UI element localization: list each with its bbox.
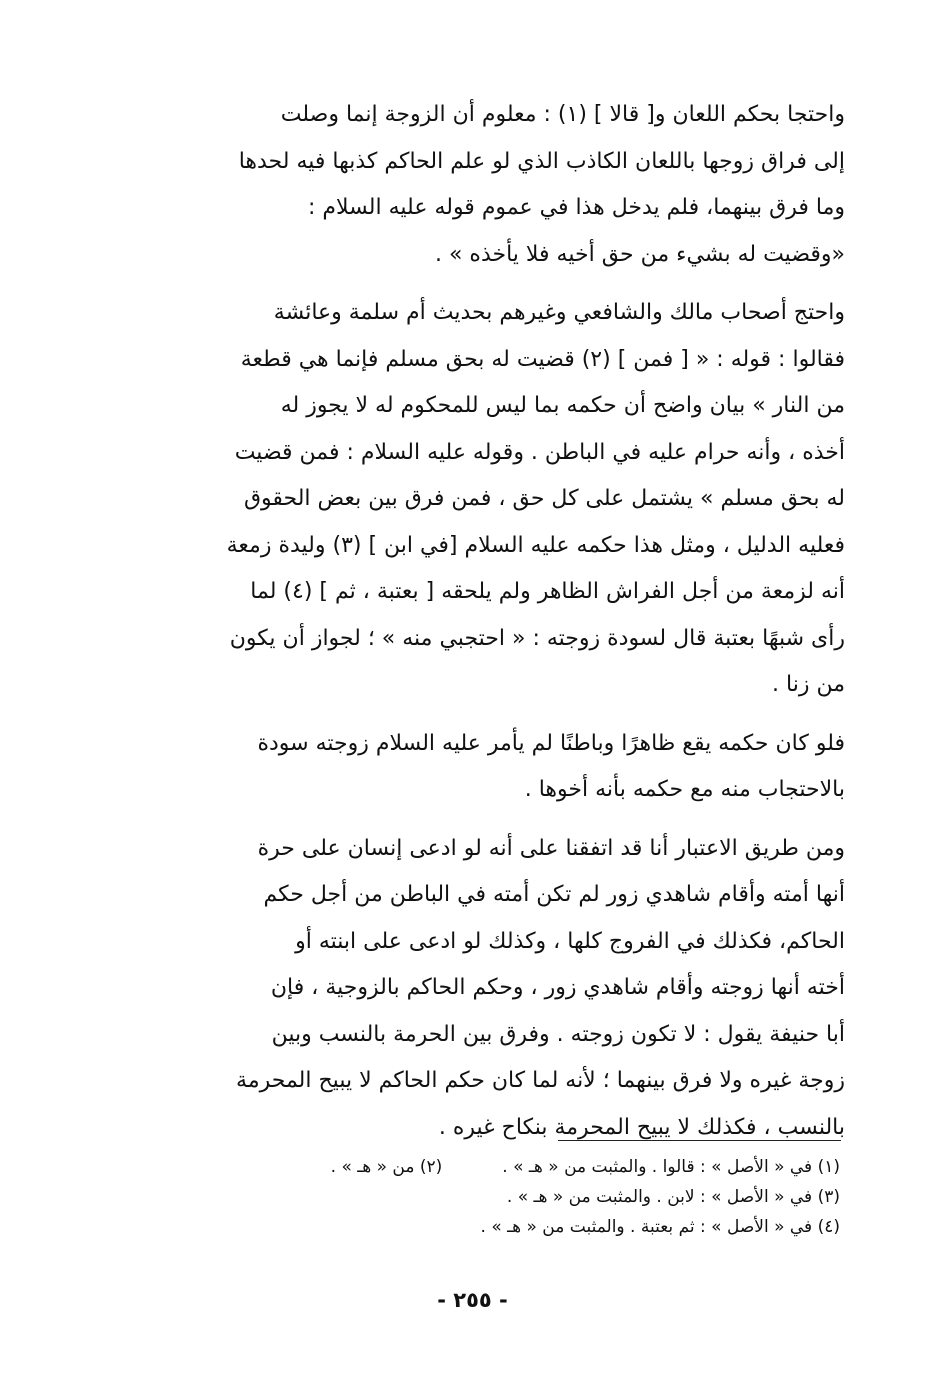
text-line: فقالوا : قوله : « [ فمن ] (٢) قضيت له بحق مسلم فإنما هي قطعة — [240, 346, 845, 372]
text-line: «وقضيت له بشيء من حق أخيه فلا يأخذه » . — [434, 241, 845, 267]
footnote-divider — [558, 1140, 841, 1141]
text-line: أخذه ، وأنه حرام عليه في الباطن . وقوله عليه السلام : فمن قضيت — [234, 439, 845, 465]
text-line: أخته أنها زوجته وأقام شاهدي زور ، وحكم الحاكم بالزوجية ، فإن — [270, 975, 845, 1000]
text-line: أنها أمته وأقام شاهدي زور لم تكن أمته في الباطن من أجل حكم — [263, 882, 845, 907]
page-number: - ٢٥٥ - — [437, 1288, 508, 1312]
footnote-3: (٣) في « الأصل » : لابن . والمثبت من « هـ » . — [506, 1187, 840, 1207]
text-line: له بحق مسلم » يشتمل على كل حق ، فمن فرق بين بعض الحقوق — [243, 486, 845, 511]
text-line: بالاحتجاب منه مع حكمه بأنه أخوها . — [524, 777, 845, 802]
footnote-row — [150, 1182, 840, 1212]
text-line: ومن طريق الاعتبار أنا قد اتفقنا على أنه لو ادعى إنسان على حرة — [257, 835, 845, 861]
text-line: واحتج أصحاب مالك والشافعي وغيرهم بحديث أم سلمة وعائشة — [273, 300, 845, 325]
paragraph — [128, 290, 845, 709]
paragraph — [128, 92, 845, 278]
footnote-2: (٢) من « هـ » . — [330, 1157, 443, 1177]
text-line: رأى شبهًا بعتبة قال لسودة زوجته : « احتجبي منه » ؛ لجواز أن يكون — [229, 625, 845, 651]
footnote-row — [150, 1212, 840, 1242]
text-line: إلى فراق زوجها باللعان الكاذب الذي لو علم الحاكم كذبها فيه لحدها — [238, 148, 845, 174]
text-line: وما فرق بينهما، فلم يدخل هذا في عموم قوله عليه السلام : — [308, 195, 845, 220]
text-line: من زنا . — [772, 672, 845, 697]
main-text — [128, 92, 845, 1151]
footnote-row — [150, 1152, 840, 1182]
paragraph — [128, 826, 845, 1152]
text-line: فعليه الدليل ، ومثل هذا حكمه عليه السلام [في ابن ] (٣) وليدة زمعة — [226, 532, 845, 558]
text-line: من النار » بيان واضح أن حكمه بما ليس للمحكوم له لا يجوز له — [280, 393, 845, 418]
footnote-1: (١) في « الأصل » : قالوا . والمثبت من « هـ » . — [502, 1157, 840, 1177]
text-line: فلو كان حكمه يقع ظاهرًا وباطنًا لم يأمر عليه السلام زوجته سودة — [257, 730, 845, 756]
text-line: زوجة غيره ولا فرق بينهما ؛ لأنه لما كان حكم الحاكم لا يبيح المحرمة — [236, 1068, 845, 1093]
footnotes — [150, 1152, 840, 1242]
paragraph — [128, 721, 845, 814]
footnote-4: (٤) في « الأصل » : ثم بعتبة . والمثبت من « هـ » . — [480, 1217, 840, 1237]
text-line: الحاكم، فكذلك في الفروج كلها ، وكذلك لو ادعى على ابنته أو — [295, 928, 845, 954]
text-line: أبا حنيفة يقول : لا تكون زوجته . وفرق بين الحرمة بالنسب وبين — [271, 1021, 845, 1047]
text-line: أنه لزمعة من أجل الفراش الظاهر ولم يلحقه [ بعتبة ، ثم ] (٤) لما — [250, 579, 845, 604]
text-line: بالنسب ، فكذلك لا يبيح المحرمة بنكاح غيره . — [438, 1114, 845, 1140]
text-line: واحتجا بحكم اللعان و[ قالا ] (١) : معلوم أن الزوجة إنما وصلت — [280, 102, 845, 127]
